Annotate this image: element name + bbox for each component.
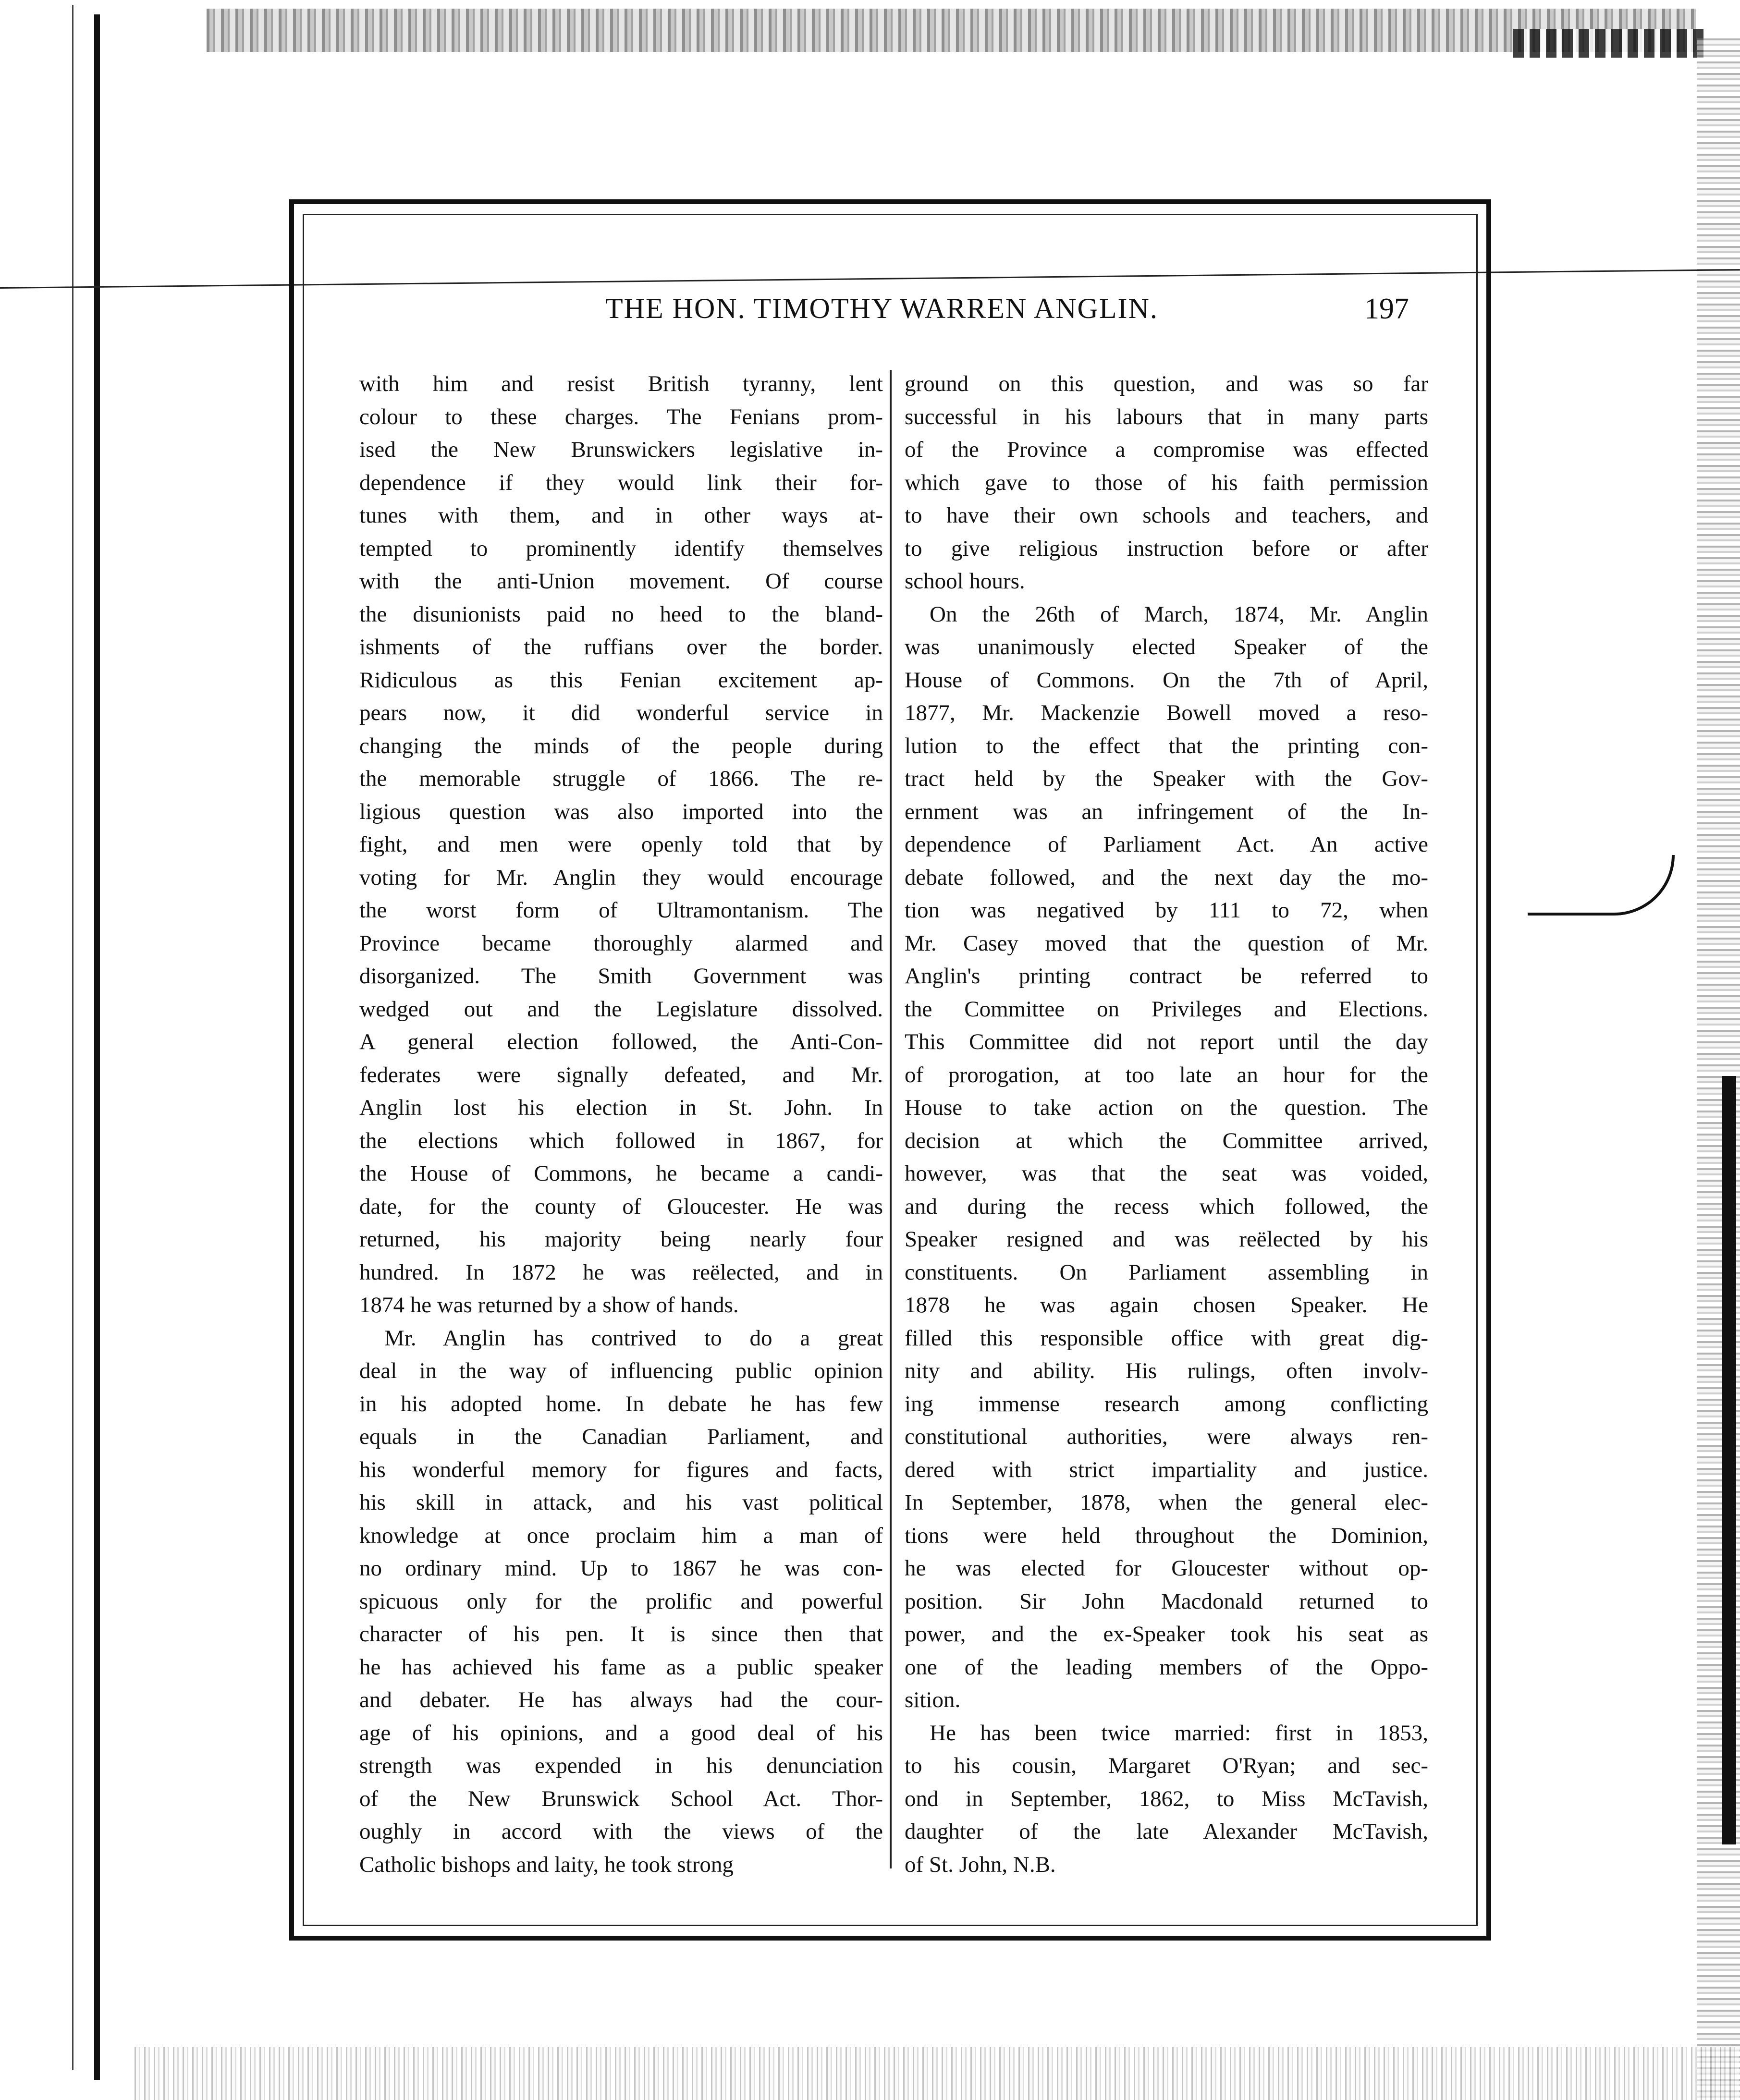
text-line: Speaker resigned and was reëlected by his <box>905 1227 1428 1252</box>
text-line: school hours. <box>905 569 1025 594</box>
text-line: ernment was an infringement of the In- <box>905 799 1428 824</box>
text-line: was unanimously elected Speaker of the <box>905 635 1428 659</box>
text-line: returned, his majority being nearly four <box>359 1227 883 1252</box>
text-line: ishments of the ruffians over the border. <box>359 635 883 659</box>
text-line: dependence of Parliament Act. An active <box>905 832 1428 857</box>
text-line: ing immense research among conflicting <box>905 1391 1428 1416</box>
text-line: ond in September, 1862, to Miss McTavish, <box>905 1786 1428 1811</box>
text-line: disorganized. The Smith Government was <box>359 964 883 989</box>
text-line: ground on this question, and was so far <box>905 371 1428 396</box>
text-line: which gave to those of his faith permission <box>905 470 1428 495</box>
text-line: one of the leading members of the Oppo- <box>905 1654 1428 1680</box>
text-line: spicuous only for the prolific and powerful <box>359 1588 883 1614</box>
text-line: his skill in attack, and his vast political <box>359 1490 883 1515</box>
text-line: age of his opinions, and a good deal of his <box>359 1720 883 1746</box>
text-line: with the anti-Union movement. Of course <box>359 569 883 594</box>
scan-noise-bottom <box>135 2047 1739 2100</box>
scan-edge-line <box>72 5 74 2070</box>
text-line: knowledge at once proclaim him a man of <box>359 1523 883 1548</box>
text-line: Province became thoroughly alarmed and <box>359 930 883 956</box>
text-line: power, and the ex-Speaker took his seat as <box>905 1622 1428 1647</box>
text-line: the worst form of Ultramontanism. The <box>359 898 883 923</box>
text-line: tion was negatived by 111 to 72, when <box>905 898 1428 923</box>
text-line: 1874 he was returned by a show of hands. <box>359 1293 739 1318</box>
text-line: He has been twice married: first in 1853, <box>930 1720 1428 1746</box>
text-line: A general election followed, the Anti-Con- <box>359 1029 883 1054</box>
text-line: lution to the effect that the printing con- <box>905 733 1428 758</box>
text-line: In September, 1878, when the general elec- <box>905 1490 1428 1515</box>
text-line: no ordinary mind. Up to 1867 he was con- <box>359 1556 883 1581</box>
text-line: debate followed, and the next day the mo- <box>905 865 1428 890</box>
text-line: deal in the way of influencing public opinion <box>359 1358 883 1383</box>
text-line: oughly in accord with the views of the <box>359 1819 883 1844</box>
text-line: fight, and men were openly told that by <box>359 832 883 857</box>
text-line: tempted to prominently identify themselves <box>359 536 883 561</box>
text-line: filled this responsible office with great dig- <box>905 1325 1428 1351</box>
text-line: hundred. In 1872 he was reëlected, and in <box>359 1259 883 1285</box>
scan-noise-top <box>207 9 1696 52</box>
text-line: the Committee on Privileges and Elections. <box>905 996 1428 1022</box>
text-line: to his cousin, Margaret O'Ryan; and sec- <box>905 1753 1428 1778</box>
text-line: tions were held throughout the Dominion, <box>905 1523 1428 1548</box>
text-line: tunes with them, and in other ways at- <box>359 503 883 528</box>
text-line: Anglin's printing contract be referred to <box>905 964 1428 989</box>
text-line: constitutional authorities, were always ren- <box>905 1424 1428 1449</box>
text-line: constituents. On Parliament assembling in <box>905 1259 1428 1285</box>
text-line: however, was that the seat was voided, <box>905 1161 1428 1186</box>
text-line: changing the minds of the people during <box>359 733 883 758</box>
text-line: decision at which the Committee arrived, <box>905 1128 1428 1153</box>
text-line: ised the New Brunswickers legislative in- <box>359 437 883 462</box>
text-line: strength was expended in his denunciation <box>359 1753 883 1778</box>
text-line: the House of Commons, he became a candi- <box>359 1161 883 1186</box>
text-line: and debater. He has always had the cour- <box>359 1687 883 1712</box>
text-line: pears now, it did wonderful service in <box>359 700 883 725</box>
column-divider <box>890 370 892 1868</box>
text-line: of prorogation, at too late an hour for the <box>905 1062 1428 1087</box>
text-line: voting for Mr. Anglin they would encourage <box>359 865 883 890</box>
text-line: in his adopted home. In debate he has few <box>359 1391 883 1416</box>
text-line: ligious question was also imported into the <box>359 799 883 824</box>
text-line: sition. <box>905 1687 961 1712</box>
text-line: Mr. Anglin has contrived to do a great <box>384 1325 883 1351</box>
text-line: Mr. Casey moved that the question of Mr. <box>905 930 1428 956</box>
text-line: character of his pen. It is since then that <box>359 1622 883 1647</box>
right-column <box>905 367 1428 1881</box>
text-line: Ridiculous as this Fenian excitement ap- <box>359 667 883 693</box>
text-line: dependence if they would link their for- <box>359 470 883 495</box>
running-head: THE HON. TIMOTHY WARREN ANGLIN. <box>605 293 1158 324</box>
scan-binding-line <box>94 14 100 2080</box>
text-line: successful in his labours that in many parts <box>905 404 1428 429</box>
page-number: 197 <box>1364 293 1409 325</box>
text-line: his wonderful memory for figures and facts, <box>359 1457 883 1482</box>
text-line: position. Sir John Macdonald returned to <box>905 1588 1428 1614</box>
text-line: dered with strict impartiality and justice. <box>905 1457 1428 1482</box>
text-line: he has achieved his fame as a public speaker <box>359 1654 883 1680</box>
text-line: to give religious instruction before or after <box>905 536 1428 561</box>
text-line: of St. John, N.B. <box>905 1852 1056 1877</box>
text-line: to have their own schools and teachers, and <box>905 503 1428 528</box>
text-line: This Committee did not report until the day <box>905 1029 1428 1054</box>
text-line: colour to these charges. The Fenians prom- <box>359 404 883 429</box>
scan-edge-bar <box>1722 1076 1736 1844</box>
text-line: 1877, Mr. Mackenzie Bowell moved a reso- <box>905 700 1428 725</box>
text-line: House to take action on the question. The <box>905 1095 1428 1120</box>
text-line: he was elected for Gloucester without op- <box>905 1556 1428 1581</box>
text-line: daughter of the late Alexander McTavish, <box>905 1819 1428 1844</box>
text-line: with him and resist British tyranny, lent <box>359 371 883 396</box>
text-line: wedged out and the Legislature dissolved. <box>359 996 883 1022</box>
text-line: the elections which followed in 1867, for <box>359 1128 883 1153</box>
scan-noise-top-right <box>1513 29 1705 58</box>
text-line: the disunionists paid no heed to the bland- <box>359 601 883 627</box>
text-line: On the 26th of March, 1874, Mr. Anglin <box>930 601 1428 627</box>
text-line: equals in the Canadian Parliament, and <box>359 1424 883 1449</box>
text-line: of the New Brunswick School Act. Thor- <box>359 1786 883 1811</box>
text-line: Catholic bishops and laity, he took strong <box>359 1852 734 1877</box>
text-line: tract held by the Speaker with the Gov- <box>905 766 1428 791</box>
text-line: House of Commons. On the 7th of April, <box>905 667 1428 693</box>
left-column <box>359 367 883 1881</box>
text-line: of the Province a compromise was effected <box>905 437 1428 462</box>
text-line: 1878 he was again chosen Speaker. He <box>905 1293 1428 1318</box>
text-line: the memorable struggle of 1866. The re- <box>359 766 883 791</box>
text-line: nity and ability. His rulings, often involv- <box>905 1358 1428 1383</box>
text-line: Anglin lost his election in St. John. In <box>359 1095 883 1120</box>
text-line: and during the recess which followed, the <box>905 1194 1428 1219</box>
scan-stray-mark <box>1528 855 1675 916</box>
text-line: date, for the county of Gloucester. He was <box>359 1194 883 1219</box>
text-line: federates were signally defeated, and Mr. <box>359 1062 883 1087</box>
